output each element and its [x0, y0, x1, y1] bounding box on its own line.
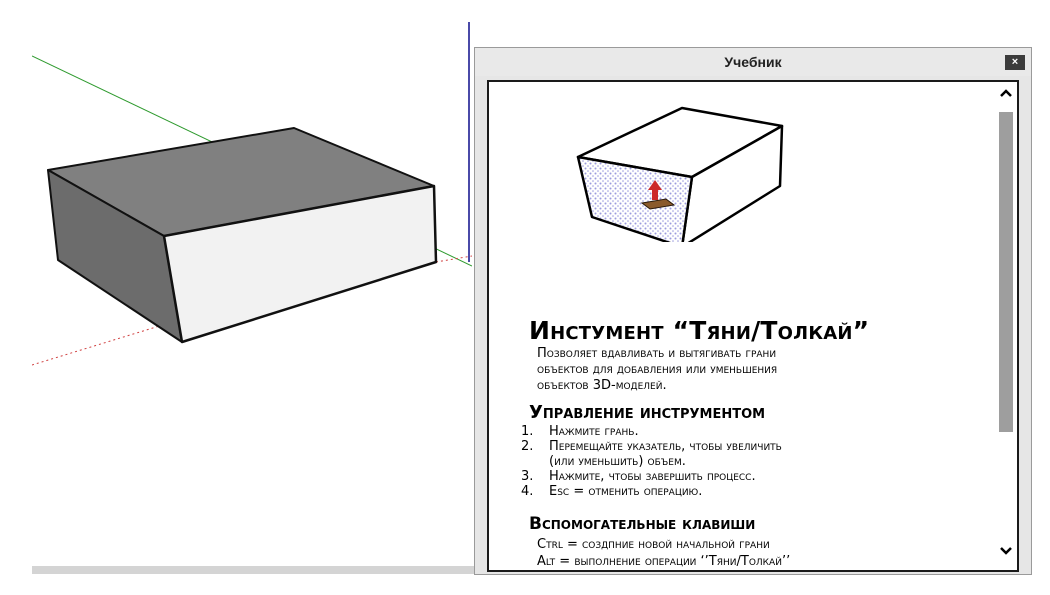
scroll-thumb[interactable]	[999, 112, 1013, 432]
title-bar[interactable]	[475, 48, 1031, 76]
step-text: Нажмите, чтобы завершить процесс.	[549, 469, 756, 484]
description-line: Позволяет вдавливать и вытягивать грани	[537, 346, 777, 361]
description-line: объектов 3D-моделей.	[537, 378, 667, 393]
viewport-bottom-bar	[32, 566, 474, 574]
modifier-item: Ctrl = создпние новой начальной грани	[537, 537, 770, 552]
step-text: Esc = отменить операцию.	[549, 484, 703, 499]
scroll-down-button[interactable]	[995, 544, 1017, 564]
viewport-canvas[interactable]	[32, 22, 472, 570]
tutorial-content	[489, 82, 995, 570]
tutorial-window	[474, 47, 1032, 575]
modifier-keys-heading: Вспомогательные клавиши	[529, 514, 756, 534]
step-text: Перемещайте указатель, чтобы увеличить	[549, 439, 782, 454]
chevron-up-icon	[999, 86, 1013, 100]
control-heading: Управление инструментом	[529, 402, 766, 423]
close-button[interactable]: ×	[1005, 55, 1025, 70]
modeling-viewport[interactable]	[32, 22, 472, 570]
scroll-up-button[interactable]	[995, 86, 1017, 106]
tool-heading: Инстумент “Тяни/Толкай”	[529, 316, 870, 345]
description-line: объектов для добавления или уменьшения	[537, 362, 778, 377]
tool-description	[537, 346, 877, 394]
modifier-keys-list	[537, 536, 897, 570]
step-item	[521, 439, 901, 469]
step-text: (или уменьшить) объем.	[549, 454, 686, 469]
step-item	[521, 469, 901, 484]
steps-list	[521, 424, 901, 499]
step-item	[521, 484, 901, 499]
vertical-scrollbar[interactable]	[995, 82, 1017, 570]
tutorial-content-frame	[487, 80, 1019, 572]
step-number: 2.	[521, 439, 534, 454]
blue-axis	[468, 22, 470, 262]
step-number: 1.	[521, 424, 534, 439]
window-title: Учебник	[724, 54, 782, 70]
chevron-down-icon	[999, 544, 1013, 558]
step-number: 3.	[521, 469, 534, 484]
modifier-item: Alt = выполнение операции ‘’Тяни/Толкай’’	[537, 554, 791, 569]
push-pull-illustration	[574, 102, 794, 242]
step-number: 4.	[521, 484, 534, 499]
step-text: Нажмите грань.	[549, 424, 639, 439]
step-item	[521, 424, 901, 439]
